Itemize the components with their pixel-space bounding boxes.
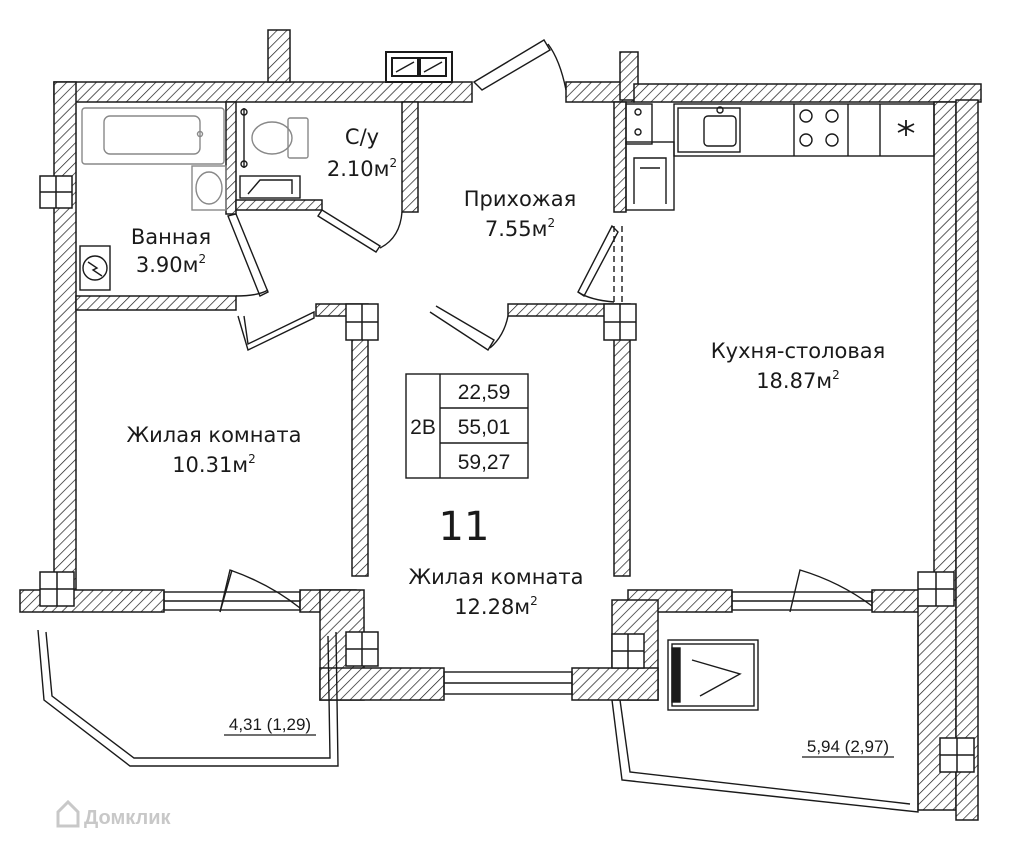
bathroom-name: Ванная [130,225,212,249]
balcony-right-area: 5,94 (2,97) [806,737,890,756]
watermark-text: Домклик [84,807,171,829]
area-total: 55,01 [457,416,511,439]
balcony-unit-icon [668,640,758,710]
area-table [406,374,528,478]
kitchen-fixtures [626,104,934,210]
hallway-area: $7.55м^2$ [484,216,556,241]
toilet-tank-icon [288,118,308,158]
hallway-name: Прихожая [463,187,577,211]
apartment-type: 2В [410,416,436,439]
kitchen-name: Кухня-столовая [710,339,886,363]
stove-icon [800,110,838,146]
living-center-name: Жилая комната [408,565,584,589]
area-total-with-balconies: 59,27 [457,451,511,474]
domclick-logo-icon [58,802,78,826]
toilet-area: $2.10м^2$ [326,156,398,181]
living-left-name: Жилая комната [126,423,302,447]
toilet-bowl-icon [252,122,292,154]
room-labels [127,125,886,619]
living-center-area: $12.28м^2$ [454,594,538,619]
kitchen-cabinet-icon [626,142,674,210]
watermark [58,802,171,829]
vent-block [386,52,452,82]
fridge-icon [898,120,914,136]
toilet-fixtures [240,108,308,198]
living-left-area: $10.31м^2$ [172,452,256,477]
doors [220,40,872,612]
apartment-number: 11 [438,504,490,550]
balconies [38,620,918,812]
balcony-labels [224,715,894,757]
toilet-name: С/у [344,125,380,149]
kitchen-area: $18.87м^2$ [756,368,840,393]
boiler-icon [80,246,110,290]
bathroom-area: $3.90м^2$ [135,252,207,277]
area-living: 22,59 [457,381,511,404]
balcony-left-area: 4,31 (1,29) [228,715,312,734]
